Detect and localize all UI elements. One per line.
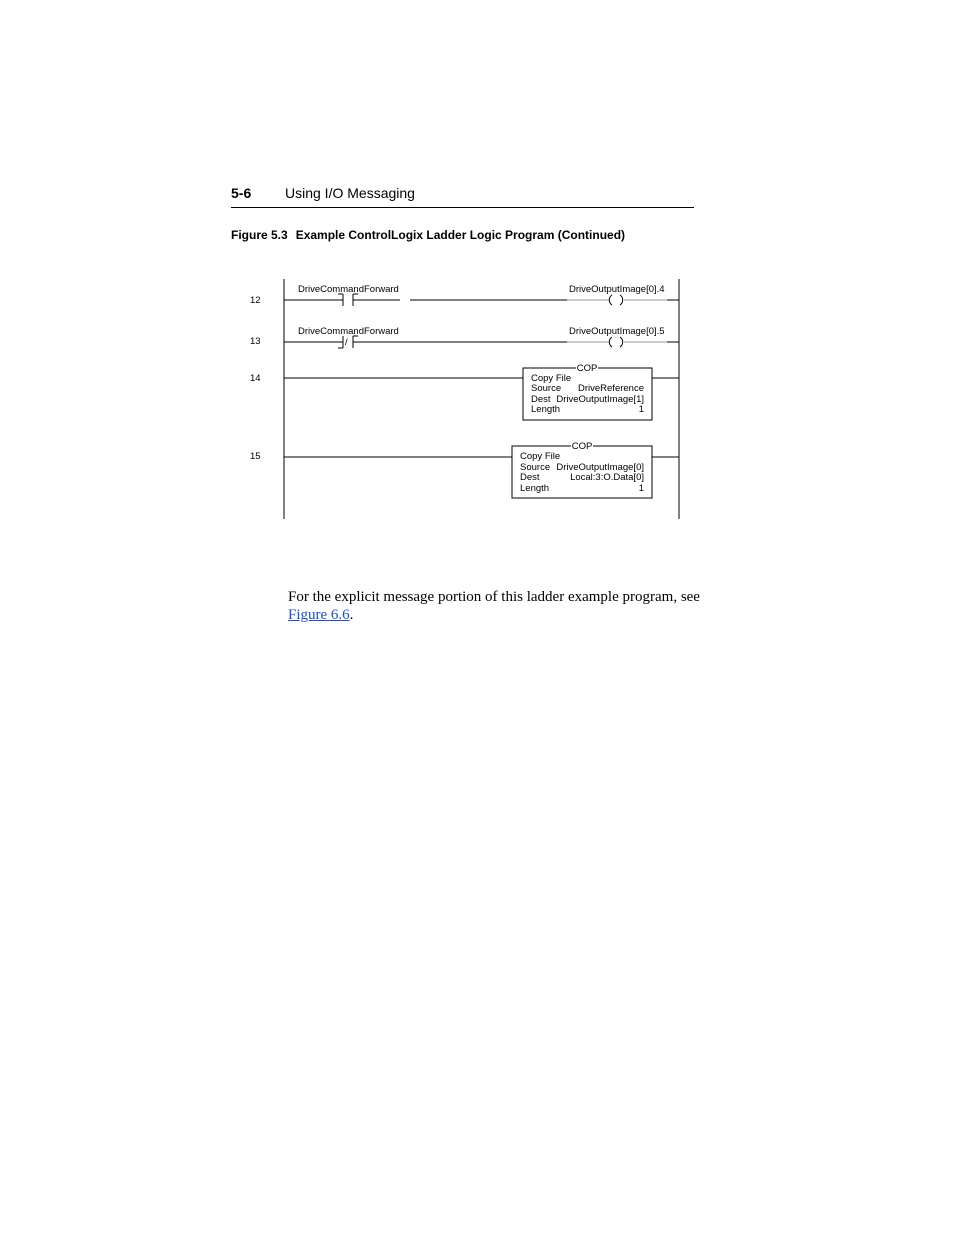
block-source-value: DriveOutputImage[0]	[556, 462, 644, 473]
rung-13-coil-right-arc	[620, 337, 623, 347]
coil-tag-label: DriveOutputImage[0].5	[569, 326, 665, 337]
paragraph-period: .	[349, 607, 354, 623]
block-length-value: 1	[638, 483, 644, 494]
block-length-label: Length	[531, 404, 561, 415]
block-length-value: 1	[638, 404, 644, 415]
block-source-label: Source	[520, 462, 551, 473]
body-paragraph	[288, 588, 708, 624]
block-source-value: DriveReference	[578, 383, 644, 394]
figure-title: Example ControlLogix Ladder Logic Program (Continued)	[295, 228, 626, 242]
rung-number: 12	[250, 295, 261, 306]
coil-tag-label: DriveOutputImage[0].4	[569, 284, 665, 295]
block-title: Copy File	[520, 451, 561, 462]
page-number: 5-6	[231, 185, 252, 201]
figure-6-6-link[interactable]: Figure 6.6	[288, 607, 350, 623]
running-header-title: Using I/O Messaging	[285, 185, 415, 201]
block-name: COP	[576, 363, 598, 374]
figure-label: Figure 5.3	[231, 228, 288, 242]
normally-closed-slash: /	[345, 337, 348, 348]
rung-13-coil-left-arc	[609, 337, 612, 347]
paragraph-text: For the explicit message portion of this ladder example program, see	[288, 589, 700, 605]
block-dest-label: Dest	[520, 472, 540, 483]
block-dest-value: DriveOutputImage[1]	[556, 394, 644, 405]
rung-12-coil-right-arc	[620, 295, 623, 305]
rung-12-coil-left-arc	[609, 295, 612, 305]
rung-number: 15	[250, 451, 261, 462]
rung-number: 14	[250, 373, 261, 384]
block-source-label: Source	[531, 383, 562, 394]
block-dest-value: Local:3:O.Data[0]	[570, 472, 644, 483]
block-length-label: Length	[520, 483, 550, 494]
contact-tag-label: DriveCommandForward	[298, 326, 399, 337]
contact-tag-label: DriveCommandForward	[298, 284, 399, 295]
block-title: Copy File	[531, 373, 572, 384]
block-name: COP	[571, 441, 593, 452]
block-dest-label: Dest	[531, 394, 551, 405]
rung-number: 13	[250, 336, 261, 347]
